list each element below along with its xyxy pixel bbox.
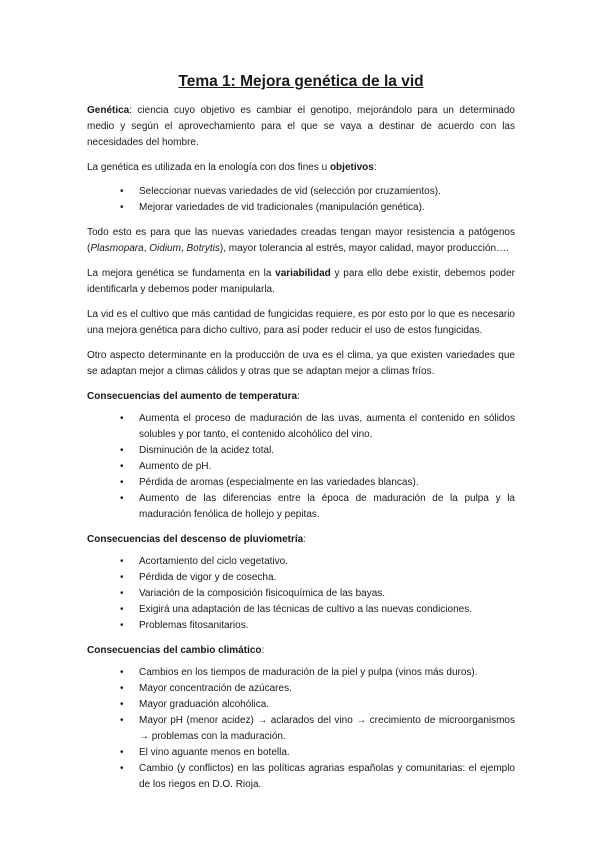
bullet-icon: • <box>120 461 124 472</box>
resistencia-paragraph: Todo esto es para que las nuevas variedades creadas tengan mayor resistencia a patógenos (Plasmopara, Oidium, Botrytis), mayor tolerancia al estrés, mayor calidad, mayor producción…. <box>87 227 515 254</box>
objetivos-term: objetivos <box>329 162 374 173</box>
bullet-icon: • <box>120 620 124 631</box>
list-item: • Pérdida de aromas (especialmente en las variedades blancas). <box>87 475 515 491</box>
list-item: • Seleccionar nuevas variedades de vid (selección por cruzamientos). <box>87 184 515 200</box>
cambio-heading: Consecuencias del cambio climático: <box>87 645 265 656</box>
bullet-icon: • <box>120 556 124 567</box>
bullet-icon: • <box>120 493 124 504</box>
cambio-list <box>87 665 515 793</box>
bullet-icon: • <box>120 667 124 678</box>
list-item: • Exigirá una adaptación de las técnicas de cultivo a las nuevas condiciones. <box>87 602 515 618</box>
list-item: • Mayor pH (menor acidez) → aclarados del vino → crecimiento de microorganismos → problemas con la maduración. <box>120 715 515 742</box>
fungicidas-paragraph: La vid es el cultivo que más cantidad de fungicidas requiere, es por esto por lo que es necesario una mejora genética para dicho cultivo, para así poder reducir el uso de estos fungicidas. <box>87 309 515 336</box>
intro-paragraph: Genética: ciencia cuyo objetivo es cambiar el genotipo, mejorándolo para un determinado medio y según el aprovechamiento para el que se vaya a destinar de acuerdo con las necesidades del hombre. <box>87 105 515 148</box>
bullet-icon: • <box>120 572 124 583</box>
temperatura-heading: Consecuencias del aumento de temperatura: <box>87 391 300 402</box>
variabilidad-paragraph: La mejora genética se fundamenta en la variabilidad y para ello debe existir, debemos poder identificarla y debemos poder manipularla. <box>87 268 515 295</box>
objetivos-paragraph: La genética es utilizada en la enología con dos fines u objetivos: <box>87 162 377 173</box>
bullet-icon: • <box>120 186 124 197</box>
page-title: Tema 1: Mejora genética de la vid <box>178 73 424 90</box>
list-item: • Mejorar variedades de vid tradicionales (manipulación genética). <box>87 200 515 216</box>
bullet-icon: • <box>120 477 124 488</box>
objetivos-list <box>87 184 515 216</box>
list-item: • Mayor concentración de azúcares. <box>87 681 515 697</box>
pluviometria-list <box>87 554 515 634</box>
temperatura-list <box>87 411 515 523</box>
bullet-icon: • <box>120 683 124 694</box>
variabilidad-term: variabilidad <box>275 268 331 279</box>
bullet-icon: • <box>120 413 124 424</box>
list-item: • Disminución de la acidez total. <box>87 443 515 459</box>
bullet-icon: • <box>120 715 124 726</box>
bullet-icon: • <box>120 747 124 758</box>
list-item: • El vino aguante menos en botella. <box>87 745 515 761</box>
bullet-icon: • <box>120 604 124 615</box>
list-item: • Aumento de las diferencias entre la época de maduración de la pulpa y la maduración fenólica de hollejo y pepitas. <box>120 493 515 520</box>
list-item: • Aumenta el proceso de maduración de las uvas, aumenta el contenido en sólidos solubles y por tanto, el contenido alcohólico del vino. <box>120 413 515 440</box>
genetica-term: Genética <box>87 105 130 116</box>
bullet-icon: • <box>120 588 124 599</box>
list-item: • Cambios en los tiempos de maduración de la piel y pulpa (vinos más duros). <box>87 665 515 681</box>
bullet-icon: • <box>120 699 124 710</box>
list-item: • Problemas fitosanitarios. <box>87 618 515 634</box>
list-item: • Mayor graduación alcohólica. <box>87 697 515 713</box>
pluviometria-heading: Consecuencias del descenso de pluviometría: <box>87 534 306 545</box>
document-page <box>87 72 515 802</box>
bullet-icon: • <box>120 202 124 213</box>
clima-paragraph: Otro aspecto determinante en la producción de uva es el clima, ya que existen variedades que se adaptan mejor a climas cálidos y otras que se adaptan mejor a climas fríos. <box>87 350 515 377</box>
bullet-icon: • <box>120 763 124 774</box>
list-item: • Aumento de pH. <box>87 459 515 475</box>
list-item: • Cambio (y conflictos) en las políticas agrarias españolas y comunitarias: el ejemplo de los riegos en D.O. Rioja. <box>120 763 515 790</box>
list-item: • Pérdida de vigor y de cosecha. <box>87 570 515 586</box>
list-item: • Acortamiento del ciclo vegetativo. <box>87 554 515 570</box>
list-item: • Variación de la composición fisicoquímica de las bayas. <box>87 586 515 602</box>
bullet-icon: • <box>120 445 124 456</box>
